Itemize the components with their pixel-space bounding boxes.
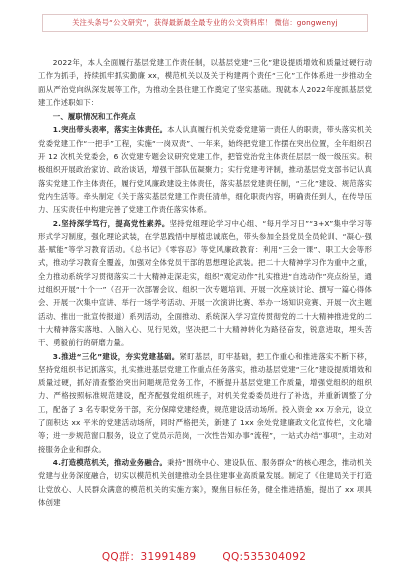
document-body [38,56,372,540]
text-study: 坚持党组理论学习中心组、“每月学习日”“3+X”集中学习等形式学习制度，强化理论武装，在学思践悟中厚植忠诚底色，带头参加全县党员全员轮训、“凝心·强基·赋能”等学习教育活动。《总书记》《零容忍》等党风廉政教育：利用“三会一课”、职工大会等形式，推动学习教育全覆盖，加强对全体党员干部的思想理论武装。把二十大精神学习作为重中之重，全力推动系统学习贯彻落实二十大精神走深走实，组织“观定动作”扎实推进“自选动作”亮点纷呈，通过组织开展“十个一”（召开一次部署会议、组织一次专题培训、开展一次座谈讨论、撰写一篇心得体会、开展一次集中宣讲、举行一场学考活动、开展一次演讲比赛、举办一场知识竞赛、开展一次主题活动、推出一批宣传报道）系列活动，全面推动、系统深入学习宣传贯彻党的二十大精神推进党的二十大精神落实落地、入脑入心、见行见效，坚决把二十大精神转化为路径奋发，锐意进取，埋头苦干、勇毅前行的研磨力量。 [38,218,372,348]
section-heading: 一、履职情况和工作亮点 [52,112,136,122]
subheading-study: 2.坚持深学笃行，提高党性素养。 [52,218,170,228]
qq-number-text: QQ:535304092 [222,551,307,563]
text-model-agency: 秉持“围绕中心、建设队伍、服务群众”的核心理念，推动机关党建与业务深度融合，切实以模范机关创建推动全县住建事业高质量发展。制定了《住建局关于打造让党放心、人民群众满意的模范机关的实施方案》，聚焦目标任务，健全推进措施，提出了 xx 项具体创建 [38,457,372,507]
paragraph-foundation [38,350,372,456]
paragraph-responsibility [38,123,372,216]
subheading-foundation: 3.推进“三化”建设，夯实党建基础。 [52,351,180,361]
subheading-model-agency: 4.打造模范机关，推动业务融合。 [52,457,168,467]
paragraph-study [38,217,372,350]
intro-paragraph: 2022年，本人全面履行基层党建工作责任制，以基层党建“三化”建设提质增效和质量过硬行动工作为抓手，持续抓牢抓实勤廉 xx，模范机关以及关于构建两个责任“三化”工作体系进一步推动全面从严治党向纵深发展等工作，为推动全县住建工作奠定了坚实基础。现就本人2022年度抓基层党建工作述职如下： [38,58,372,107]
text-foundation: 紧盯基层，盯牢基础，把工作重心和推进落实不断下移，坚持党组织书记抓落实，扎实推进基层党建工作重点任务落实，推动基层党建“三化”建设提质增效和质量过硬，抓好清查整治突出问题规范党务工作，不断提升基层党建工作质量，增强党组织的组织力、严格按照标准规范建设，配齐配强党组织班子，对机关党委委员进行了补选，并重新调整了分工，配备了 3 名专职党务干部，充分保障党建经费，规范建设活动场所。投入资金 xx 万余元，设立了面积达 xx 平米的党建活动场所，同时严格把关，新建了 1xx 余处党建廉政文化宣传栏，文化墙等；进一步规范窗口服务，设立了党员示范岗，一次性告知办事“流程”，一站式办结“事项”，主动对接服务企业和群众。 [38,351,372,454]
subheading-responsibility: 1.突出带头表率，落实主体责任。 [52,125,168,135]
text-responsibility: 本人认真履行机关党委党建第一责任人的职责，带头落实机关党委党建工作“一把手”工程，实施“一岗双责”、一年来，始终把党建工作摆在突出位置，全年组织召开 12 次机关党委会，6 次党建专题会议研究党建工作，把管党治党主体责任层层一级一级压实。积极组织开展政治家访、政治谈话，增强干部队伍凝聚力；实行党建考评制，推动基层党支部书记认真落实党建工作主体责任，履行党风廉政建设主体责任，落实基层党建责任制，“三化”建设、规范落实党内生活等。牵头制定《关于落实基层党建工作责任清单，细化职责内容，明确责任到人，在传导压力、压实责任中构建完善了党建工作责任落实体系。 [38,125,372,215]
header-banner: 关注头条号“公文研究”，获得最新最全最专业的公文资料库！ 微信：gongwenyj [42,14,368,32]
footer-contact [0,549,408,565]
qq-group-text: QQ群：31991489 [101,551,197,563]
paragraph-model-agency [38,456,372,509]
